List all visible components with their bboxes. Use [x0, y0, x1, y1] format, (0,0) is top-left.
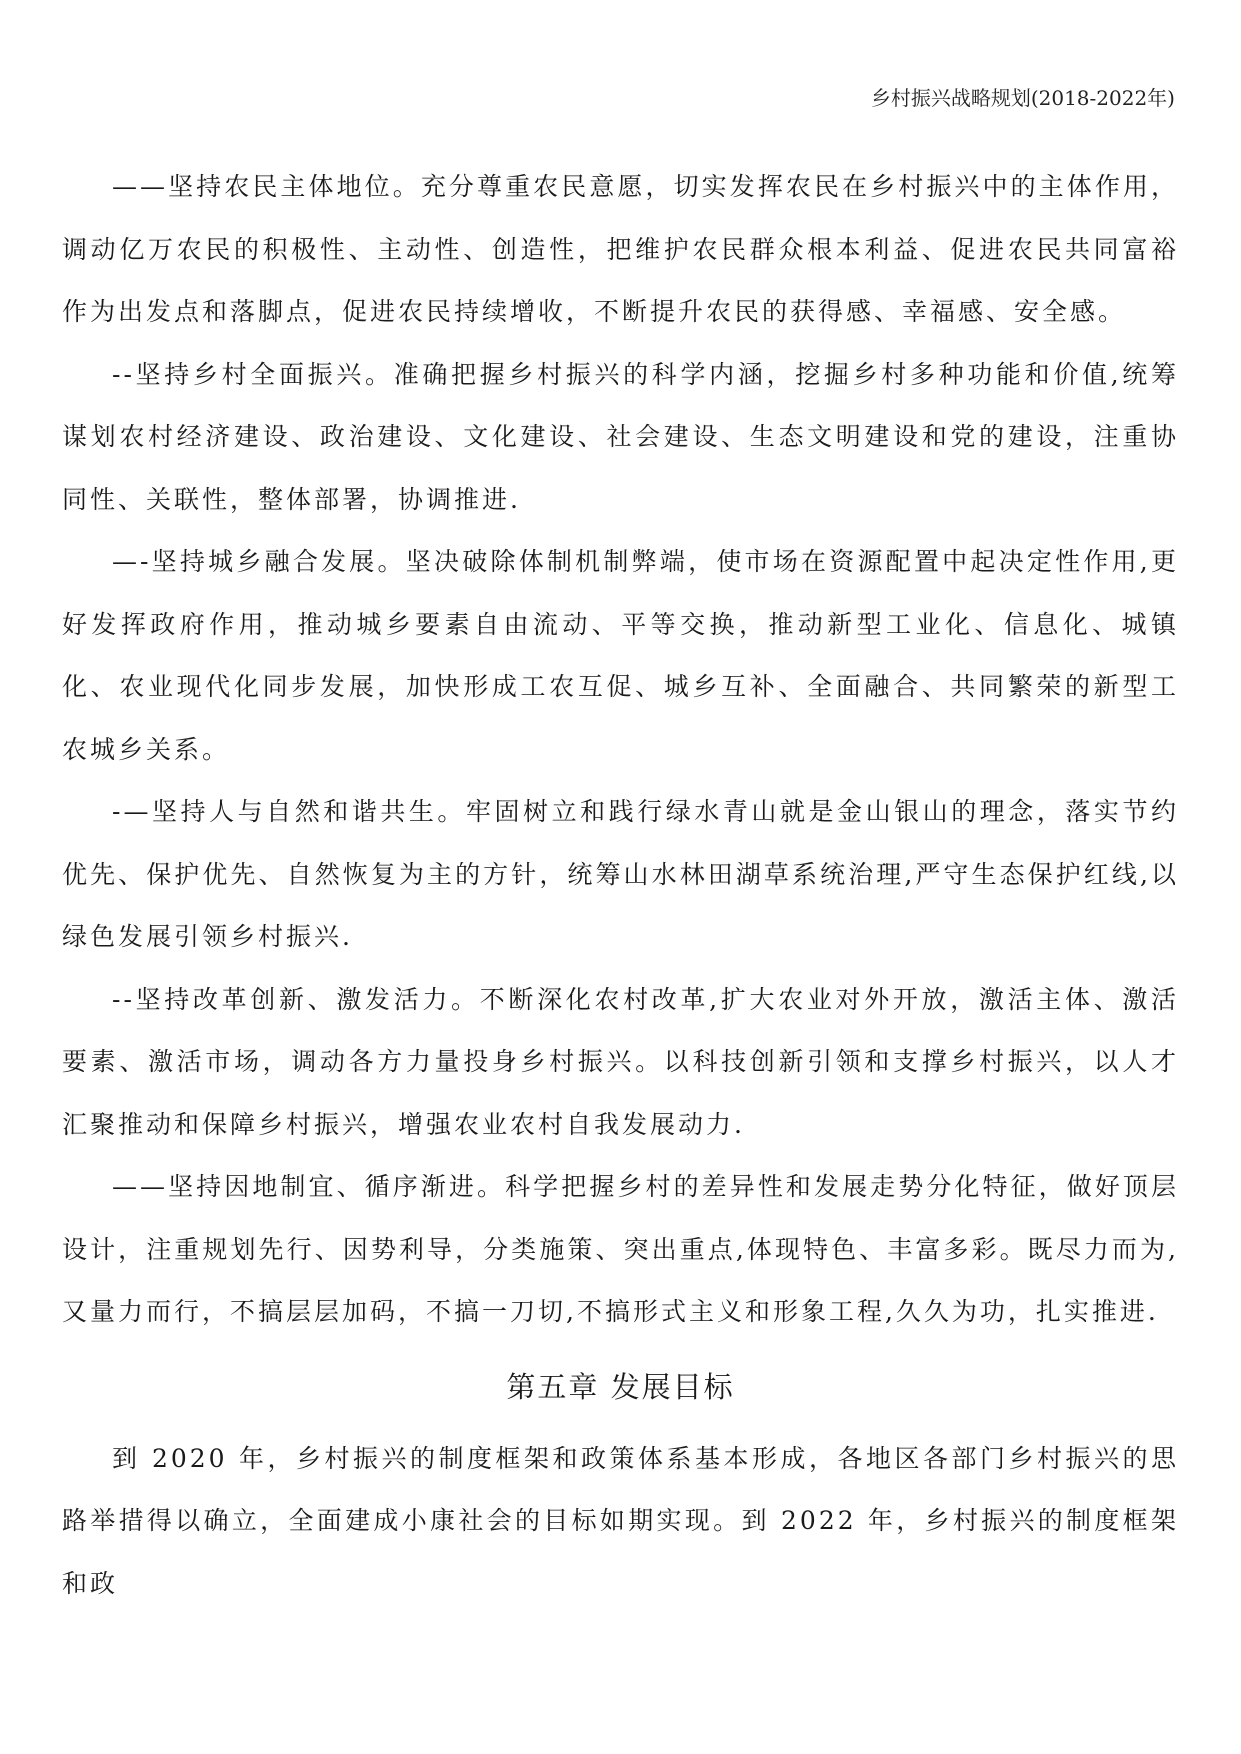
principle-paragraph-4: -—坚持人与自然和谐共生。牢固树立和践行绿水青山就是金山银山的理念，落实节约优先、保护优先、自然恢复为主的方针，统筹山水林田湖草系统治理,严守生态保护红线,以绿色发展引领乡村振兴. — [62, 797, 1179, 951]
document-body — [62, 156, 1179, 1615]
principle-paragraph-6: ——坚持因地制宜、循序渐进。科学把握乡村的差异性和发展走势分化特征，做好顶层设计，注重规划先行、因势利导，分类施策、突出重点,体现特色、丰富多彩。既尽力而为,又量力而行，不搞层层加码，不搞一刀切,不搞形式主义和形象工程,久久为功，扎实推进. — [62, 1172, 1179, 1326]
goals-paragraph: 到 2020 年，乡村振兴的制度框架和政策体系基本形成，各地区各部门乡村振兴的思路举措得以确立，全面建成小康社会的目标如期实现。到 2022 年，乡村振兴的制度框架和政 — [62, 1443, 1179, 1598]
principle-paragraph-1: ——坚持农民主体地位。充分尊重农民意愿，切实发挥农民在乡村振兴中的主体作用，调动亿万农民的积极性、主动性、创造性，把维护农民群众根本利益、促进农民共同富裕作为出发点和落脚点，促进农民持续增收，不断提升农民的获得感、幸福感、安全感。 — [62, 172, 1179, 326]
running-header: 乡村振兴战略规划(2018-2022年) — [870, 86, 1175, 110]
principle-paragraph-2: --坚持乡村全面振兴。准确把握乡村振兴的科学内涵，挖掘乡村多种功能和价值,统筹谋划农村经济建设、政治建设、文化建设、社会建设、生态文明建设和党的建设，注重协同性、关联性，整体部署，协调推进. — [62, 359, 1179, 514]
chapter-heading: 第五章 发展目标 — [506, 1369, 735, 1404]
principle-paragraph-3: —-坚持城乡融合发展。坚决破除体制机制弊端，使市场在资源配置中起决定性作用,更好发挥政府作用，推动城乡要素自由流动、平等交换，推动新型工业化、信息化、城镇化、农业现代化同步发展，加快形成工农互促、城乡互补、全面融合、共同繁荣的新型工农城乡关系。 — [62, 547, 1179, 764]
principle-paragraph-5: --坚持改革创新、激发活力。不断深化农村改革,扩大农业对外开放，激活主体、激活要素、激活市场，调动各方力量投身乡村振兴。以科技创新引领和支撑乡村振兴，以人才汇聚推动和保障乡村振兴，增强农业农村自我发展动力. — [62, 984, 1179, 1139]
